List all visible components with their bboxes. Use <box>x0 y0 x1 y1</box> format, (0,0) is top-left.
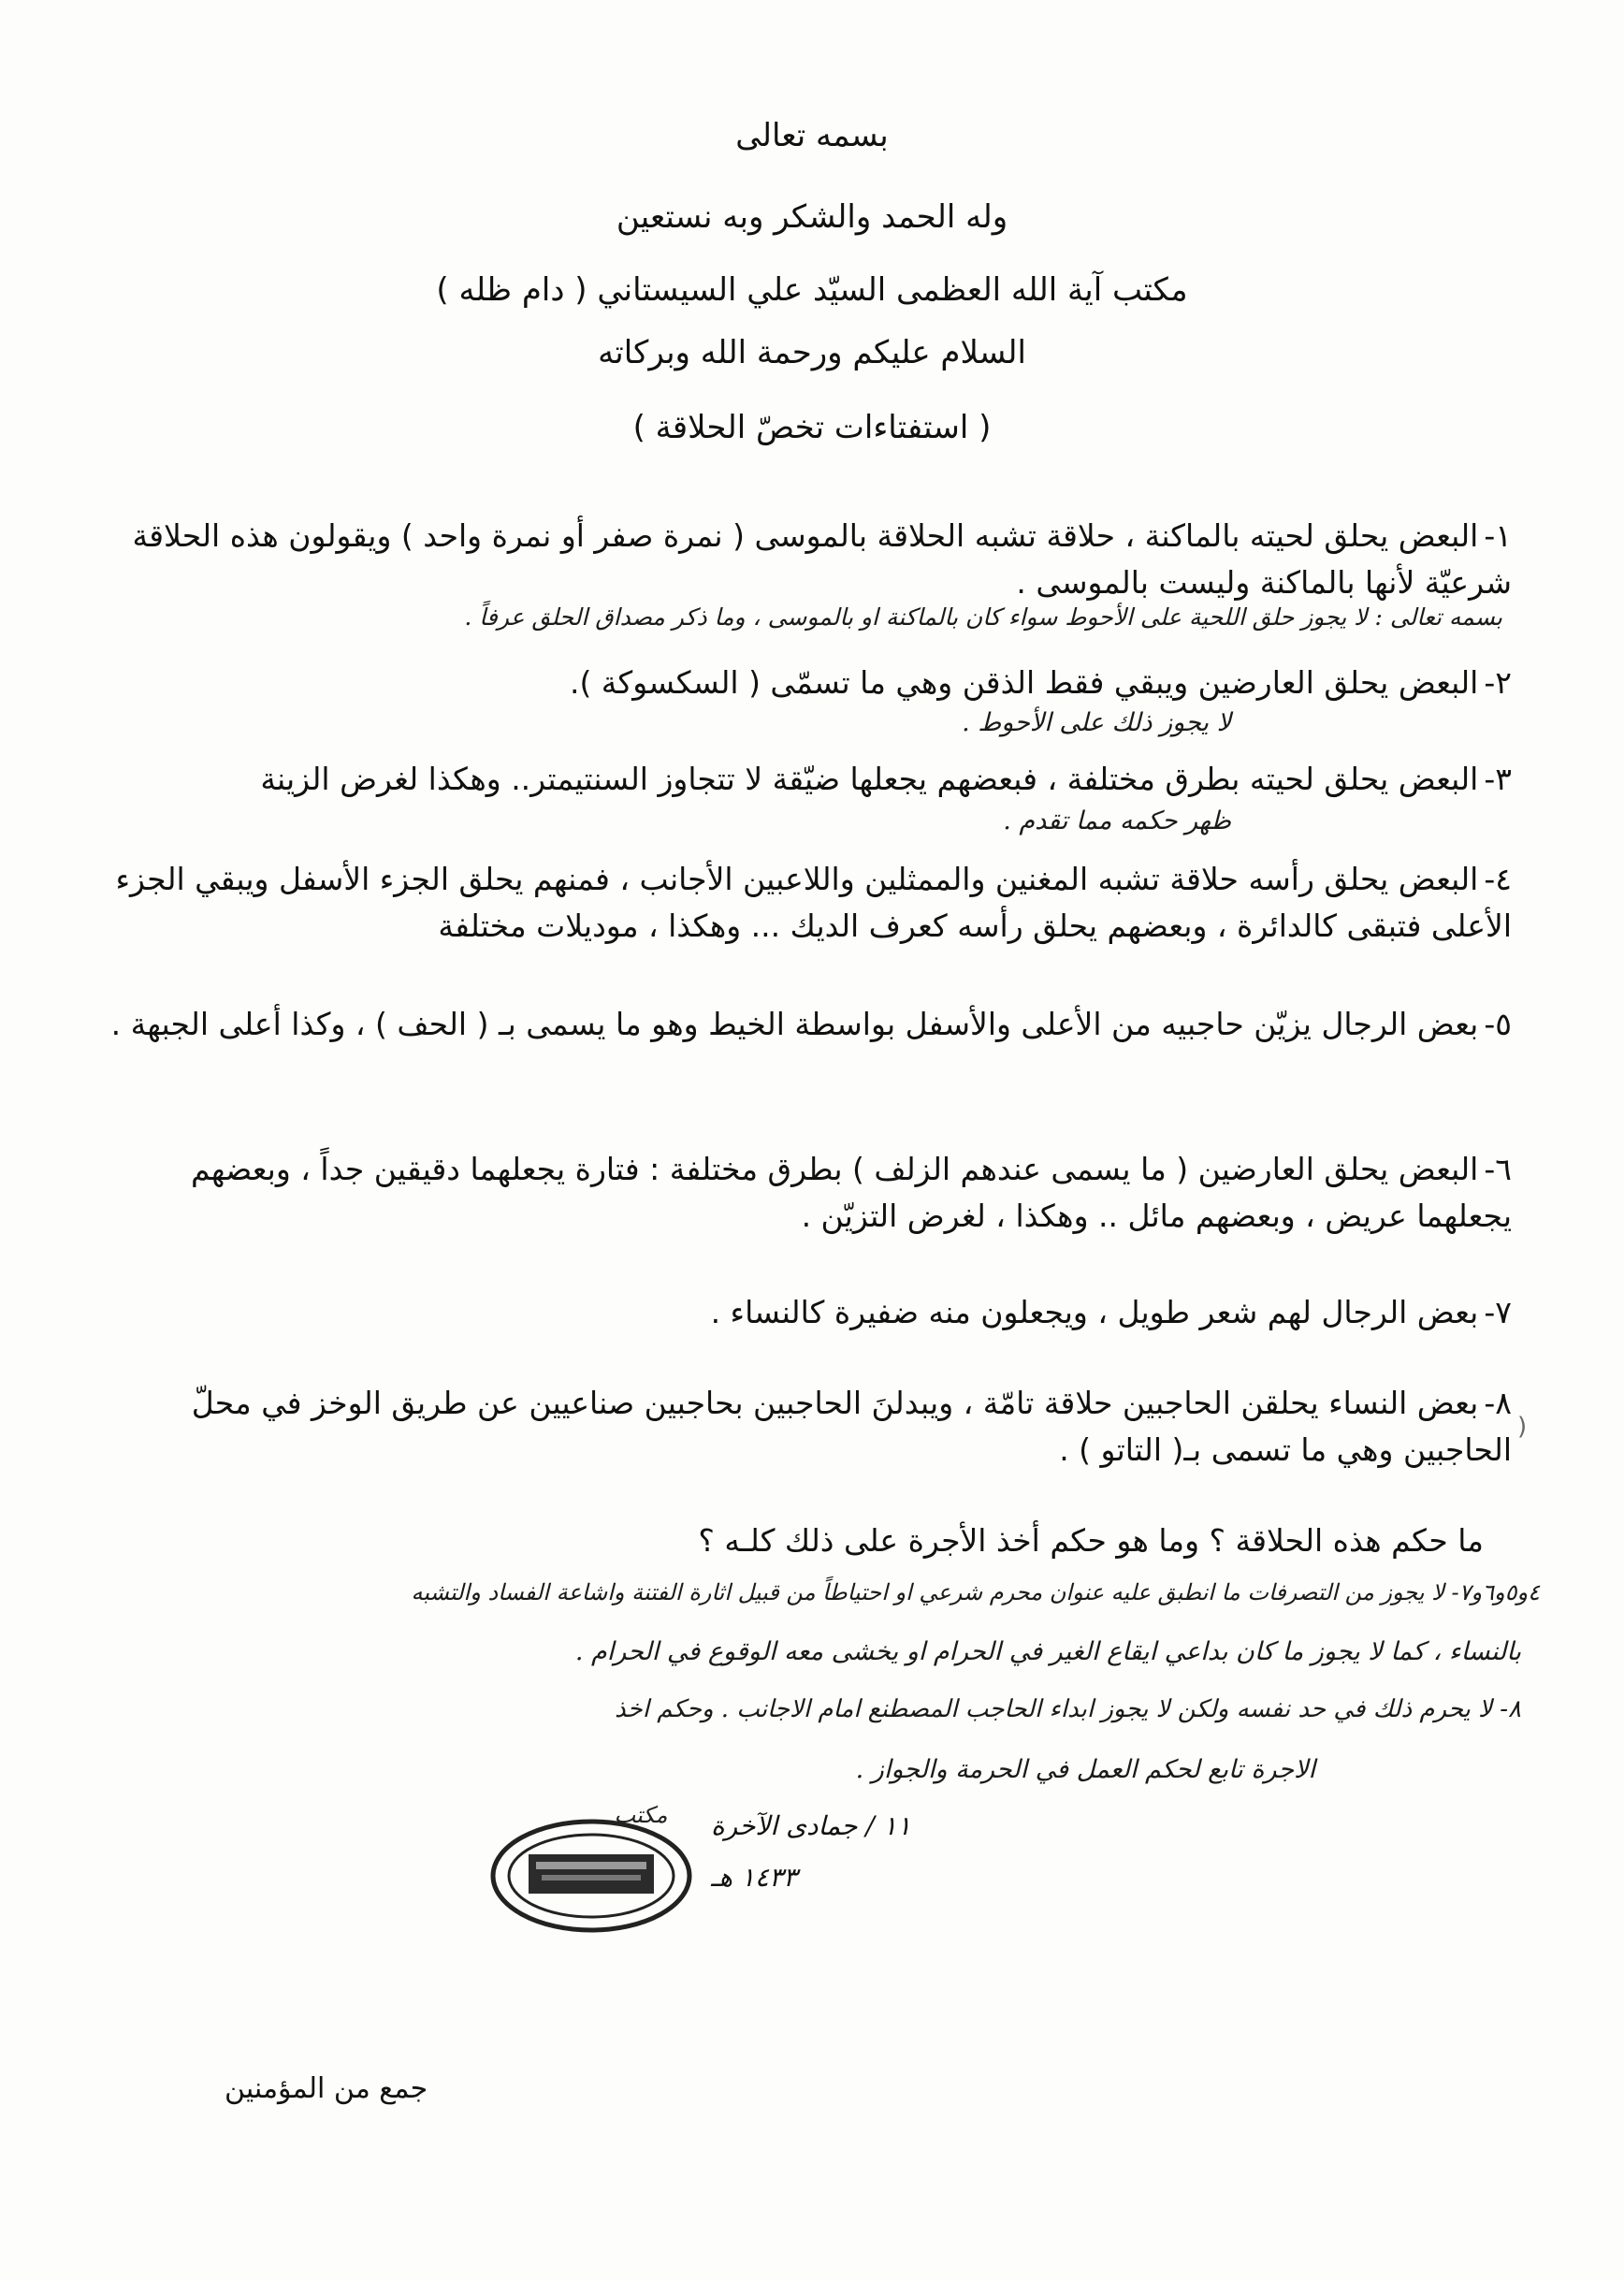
date-year: ١٤٣٣ هـ <box>711 1862 798 1893</box>
question-text: بعض الرجال يزيّن حاجبيه من الأعلى والأسفل بواسطة الخيط وهو ما يسمى بـ ( الحف ) ، وكذا أعلى الجبهة . <box>110 1006 1479 1042</box>
footer-signature: جمع من المؤمنين <box>225 2072 428 2105</box>
question-number: ٣- <box>1484 761 1512 797</box>
basmala: بسمه تعالى <box>735 117 889 154</box>
office-line: مكتب آية الله العظمى السيّد علي السيستاني ( دام ظله ) <box>436 271 1188 309</box>
question-number: ٨- <box>1484 1385 1512 1421</box>
praise-line: وله الحمد والشكر وبه نستعين <box>616 198 1008 236</box>
greeting-line: السلام عليكم ورحمة الله وبركاته <box>598 334 1026 371</box>
answer-2: لا يجوز ذلك على الأحوط . <box>962 708 1231 737</box>
question-number: ٦- <box>1484 1151 1512 1187</box>
question-number: ٤- <box>1484 861 1512 897</box>
question-number: ٧- <box>1484 1294 1512 1330</box>
answer-3: ظهر حكمه مما تقدم . <box>1003 806 1231 835</box>
answer-4-7-line-1: ٤و٥و٦و٧- لا يجوز من التصرفات ما انطبق عليه عنوان محرم شرعي او احتياطاً من قبيل اثارة الفتنة واشاعة الفساد والتشبه <box>411 1579 1540 1605</box>
margin-mark: ) <box>1517 1413 1528 1441</box>
question-7 <box>90 1289 1512 1336</box>
question-number: ٥- <box>1484 1006 1512 1042</box>
subject-line: ( استفتاءات تخصّ الحلاقة ) <box>632 409 992 446</box>
question-number: ٢- <box>1484 664 1512 701</box>
question-1 <box>90 513 1512 606</box>
question-text: بعض الرجال لهم شعر طويل ، ويجعلون منه ضفيرة كالنساء . <box>710 1294 1479 1330</box>
stamp-label: مكتب <box>614 1802 668 1828</box>
question-text: البعض يحلق رأسه حلاقة تشبه المغنين والممثلين واللاعبين الأجانب ، فمنهم يحلق الجزء الأسفل ويبقي الجزء الأعلى فتبقى كالدائرة ، وبعضهم يحلق رأسه كعرف الديك ... وهكذا ، موديلات مختلفة <box>115 861 1512 944</box>
date-day-month: ١١ / جمادى الآخرة <box>711 1810 911 1841</box>
question-text: بعض النساء يحلقن الحاجبين حلاقة تامّة ، ويبدلنَ الحاجبين بحاجبين صناعيين عن طريق الوخز في محلّ الحاجبين وهي ما تسمى بـ( التاتو ) . <box>191 1385 1512 1468</box>
question-3 <box>90 756 1512 803</box>
official-stamp <box>482 1796 702 1941</box>
question-text: البعض يحلق العارضين ( ما يسمى عندهم الزلف ) بطرق مختلفة : فتارة يجعلهما دقيقين جداً ، وبعضهم يجعلهما عريض ، وبعضهم مائل .. وهكذا ، لغرض التزيّن . <box>190 1151 1512 1234</box>
question-text: البعض يحلق العارضين ويبقي فقط الذقن وهي ما تسمّى ( السكسوكة ). <box>569 664 1479 701</box>
question-text: البعض يحلق لحيته بالماكنة ، حلاقة تشبه الحلاقة بالموسى ( نمرة صفر أو نمرة واحد ) ويقولون هذه الحلاقة شرعيّة لأنها بالماكنة وليست بالموسى . <box>132 517 1512 601</box>
answer-8-line-2: الاجرة تابع لحكم العمل في الحرمة والجواز . <box>855 1755 1315 1784</box>
question-5 <box>90 1001 1512 1048</box>
question-2 <box>90 660 1512 706</box>
question-6 <box>90 1146 1512 1240</box>
question-4 <box>90 856 1512 950</box>
answer-8-line-1: ٨- لا يحرم ذلك في حد نفسه ولكن لا يجوز ابداء الحاجب المصطنع امام الاجانب . وحكم اخذ <box>615 1695 1521 1723</box>
question-text: البعض يحلق لحيته بطرق مختلفة ، فبعضهم يجعلها ضيّقة لا تتجاوز السنتيمتر.. وهكذا لغرض الزينة <box>260 761 1479 797</box>
question-8 <box>90 1380 1512 1474</box>
answer-1: بسمه تعالى : لا يجوز حلق اللحية على الأحوط سواء كان بالماكنة او بالموسى ، وما ذكر مصداق الحلق عرفاً . <box>464 603 1502 631</box>
final-question: ما حكم هذه الحلاقة ؟ وما هو حكم أخذ الأجرة على ذلك كلـه ؟ <box>698 1522 1484 1559</box>
answer-4-7-line-2: بالنساء ، كما لا يجوز ما كان بداعي ايقاع الغير في الحرام او يخشى معه الوقوع في الحرام . <box>574 1637 1521 1666</box>
question-number: ١- <box>1484 517 1512 554</box>
